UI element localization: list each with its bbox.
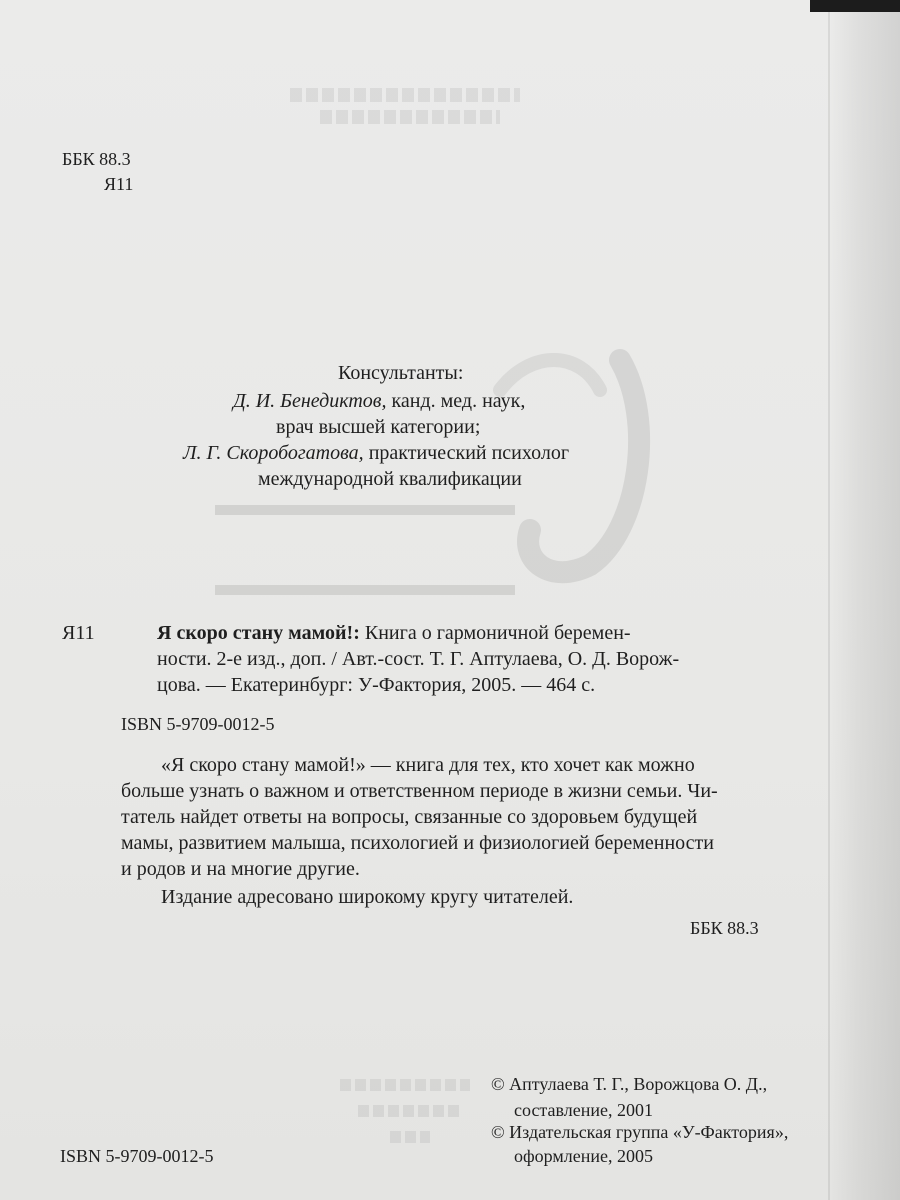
annotation-line-5: и родов и на многие другие. bbox=[121, 858, 360, 880]
copyright-line-1: © Аптулаева Т. Г., Ворожцова О. Д., bbox=[491, 1074, 768, 1094]
bbk-code-bottom: ББК 88.3 bbox=[690, 918, 759, 938]
copyright-line-3: © Издательская группа «У-Фактория», bbox=[491, 1122, 789, 1142]
biblio-line-1 bbox=[157, 620, 631, 646]
page-edge-shadow bbox=[830, 0, 900, 1200]
isbn-bottom: ISBN 5-9709-0012-5 bbox=[60, 1146, 214, 1166]
author-index-record: Я11 bbox=[62, 622, 95, 644]
consultant-1-category: врач высшей категории; bbox=[276, 416, 481, 438]
copyright-line-2: составление, 2001 bbox=[514, 1100, 653, 1120]
consultant-2-name: Л. Г. Скоробогатова, bbox=[183, 442, 364, 464]
bleed-through-footer bbox=[340, 1075, 470, 1165]
biblio-line-2: ности. 2-е изд., доп. / Авт.-сост. Т. Г. Аптулаева, О. Д. Ворож- bbox=[157, 648, 680, 670]
book-title: Я скоро стану мамой!: bbox=[157, 622, 360, 644]
page-corner bbox=[810, 0, 900, 12]
bleed-through-letters bbox=[215, 505, 515, 612]
consultant-1-name: Д. И. Бенедиктов, bbox=[233, 390, 387, 412]
consultant-1-credentials: канд. мед. наук, bbox=[386, 390, 526, 412]
isbn-record: ISBN 5-9709-0012-5 bbox=[121, 714, 275, 734]
consultant-2-line bbox=[183, 440, 569, 466]
consultants-heading: Консультанты: bbox=[338, 362, 464, 384]
book-subtitle: Книга о гармоничной беремен- bbox=[359, 622, 631, 644]
annotation-line-3: татель найдет ответы на вопросы, связанные со здоровьем будущей bbox=[121, 806, 698, 828]
annotation-line-2: больше узнать о важном и ответственном периоде в жизни семьи. Чи- bbox=[121, 780, 718, 802]
bbk-code-top: ББК 88.3 bbox=[62, 149, 131, 169]
annotation-line-1: «Я скоро стану мамой!» — книга для тех, кто хочет как можно bbox=[161, 754, 695, 776]
consultant-2-qualification: международной квалификации bbox=[258, 468, 522, 490]
copyright-line-4: оформление, 2005 bbox=[514, 1146, 654, 1166]
author-index-top: Я11 bbox=[104, 174, 134, 194]
biblio-line-3: цова. — Екатеринбург: У-Фактория, 2005. — 464 с. bbox=[157, 674, 596, 696]
page-fold bbox=[828, 0, 830, 1200]
consultant-1-line bbox=[233, 388, 525, 414]
annotation-line-4: мамы, развитием малыша, психологией и физиологией беременности bbox=[121, 832, 714, 854]
consultant-2-credentials: практический психолог bbox=[363, 442, 570, 464]
bleed-through-header bbox=[290, 86, 520, 134]
annotation-audience: Издание адресовано широкому кругу читателей. bbox=[161, 886, 574, 908]
